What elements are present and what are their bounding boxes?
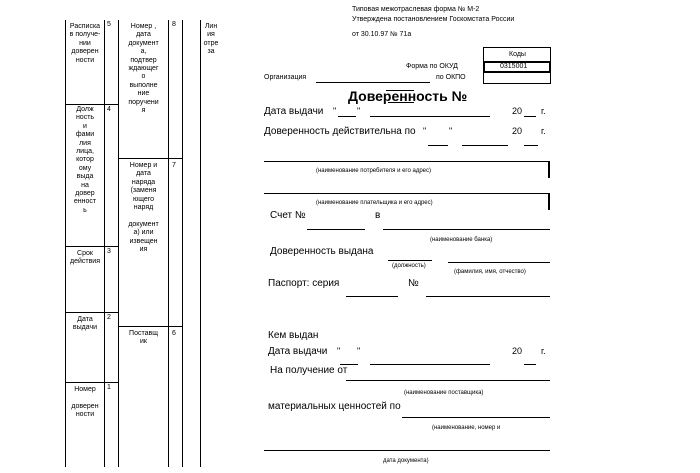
okud-value[interactable]: 0315001	[500, 63, 528, 70]
spine-divider	[118, 326, 182, 327]
spine-border	[182, 20, 183, 467]
receipt-cell-label: Расписка в получе- нии доверен ности	[69, 23, 101, 64]
issued-by-label: Кем выдан	[268, 330, 319, 341]
bank-in-label: в	[375, 210, 381, 221]
validity-cell-number: 3	[107, 248, 111, 255]
payer-line-end	[548, 193, 550, 210]
valid-until-label: Доверенность действительна по	[264, 126, 416, 137]
quote-open: "	[333, 106, 337, 116]
number-cell-number: 1	[107, 384, 111, 391]
codes-label: Коды	[509, 51, 526, 58]
execution-doc-cell-label: Номер , дата документ а, подтвер ждающег о выполне ние поручени я	[128, 23, 159, 114]
quote-close: "	[357, 106, 361, 116]
position-cell-number: 4	[107, 106, 111, 113]
issued-to-label: Доверенность выдана	[270, 246, 374, 257]
spine-divider	[65, 382, 118, 383]
okud-label: Форма по ОКУД	[406, 63, 458, 70]
consumer-line[interactable]	[264, 161, 549, 162]
supplier-caption: (наименование поставщика)	[404, 390, 484, 396]
year-prefix: 20	[512, 346, 523, 356]
issue-month-line[interactable]	[370, 116, 490, 117]
materials-doc-line-2[interactable]	[264, 450, 550, 451]
account-label: Счет №	[270, 210, 306, 221]
passport-series-label: Паспорт: серия	[268, 278, 340, 289]
spine-divider	[65, 104, 118, 105]
number-cell-label: Номер доверен ности	[71, 386, 99, 419]
spine-divider	[65, 312, 118, 313]
spine-divider	[65, 246, 118, 247]
order-cell-number: 7	[172, 162, 176, 169]
form-type-line: Типовая межотраслевая форма № М-2	[352, 6, 480, 13]
cut-line-border	[200, 20, 201, 467]
execution-doc-cell-number: 8	[172, 21, 176, 28]
valid-year-line[interactable]	[524, 145, 538, 146]
receipt-cell-number: 5	[107, 21, 111, 28]
doc-name-caption: (наименование, номер и	[432, 425, 501, 431]
issue-date-label: Дата выдачи	[264, 106, 324, 117]
account-number-line[interactable]	[307, 229, 365, 230]
year-prefix: 20	[512, 106, 523, 116]
supplier-cell-label: Поставщ ик	[129, 330, 158, 346]
spine-border	[104, 20, 105, 467]
consumer-caption: (наименование потребителя и его адрес)	[316, 168, 431, 174]
approval-line: Утверждена постановлением Госкомстата России	[352, 16, 515, 23]
organization-label: Организация	[264, 74, 307, 81]
receive-from-label: На получение от	[270, 365, 348, 376]
supplier-cell-number: 6	[172, 330, 176, 337]
valid-day-line[interactable]	[428, 145, 448, 146]
year-prefix: 20	[512, 126, 523, 136]
form-title: Доверенность №	[348, 88, 468, 104]
year-suffix: г.	[541, 346, 546, 356]
supplier-line[interactable]	[346, 380, 550, 381]
materials-label: материальных ценностей по	[268, 401, 401, 412]
fio-line[interactable]	[448, 262, 550, 263]
payer-line[interactable]	[264, 193, 549, 194]
year-suffix: г.	[541, 106, 546, 116]
issue-year-line[interactable]	[524, 116, 536, 117]
valid-month-line[interactable]	[462, 145, 508, 146]
bank-line[interactable]	[383, 229, 550, 230]
organization-line[interactable]	[316, 82, 430, 83]
year-suffix: г.	[541, 126, 546, 136]
fio-caption: (фамилия, имя, отчество)	[454, 269, 526, 275]
passport-number-line[interactable]	[426, 296, 550, 297]
passport-issue-year-line[interactable]	[524, 364, 536, 365]
validity-cell-label: Срок действия	[69, 250, 100, 266]
materials-doc-line[interactable]	[402, 417, 550, 418]
approval-date-line: от 30.10.97 № 71а	[352, 31, 412, 38]
doc-date-caption: дата документа)	[383, 458, 429, 464]
payer-caption: (наименование плательщика и его адрес)	[316, 200, 433, 206]
okpo-label: по ОКПО	[436, 74, 466, 81]
issue-date-cell-number: 2	[107, 314, 111, 321]
position-cell-label: Долж ность и фами лия лица, котор ому выда на довер енност ь	[73, 106, 97, 214]
issue-date-cell-label: Дата выдачи	[72, 316, 98, 332]
quote-close: "	[357, 346, 361, 356]
passport-series-line[interactable]	[346, 296, 398, 297]
spine-border	[168, 20, 169, 467]
issue-day-line[interactable]	[338, 116, 356, 117]
attorney-number-line[interactable]	[388, 102, 414, 103]
bank-caption: (наименование банка)	[430, 237, 493, 243]
position-caption: (должность)	[392, 263, 426, 269]
passport-issue-month-line[interactable]	[370, 364, 490, 365]
cut-line-label: Лин ия отре за	[203, 23, 219, 56]
consumer-line-end	[548, 161, 550, 178]
position-line[interactable]	[388, 260, 432, 261]
issue-date2-label: Дата выдачи	[268, 346, 328, 357]
passport-number-label: №	[408, 278, 419, 289]
quote-close: "	[449, 126, 453, 136]
spine-divider	[118, 158, 182, 159]
quote-open: "	[423, 126, 427, 136]
order-cell-label: Номер и дата наряда (заменя ющего наряд документ а) или извещен ия	[128, 162, 159, 253]
quote-open: "	[337, 346, 341, 356]
